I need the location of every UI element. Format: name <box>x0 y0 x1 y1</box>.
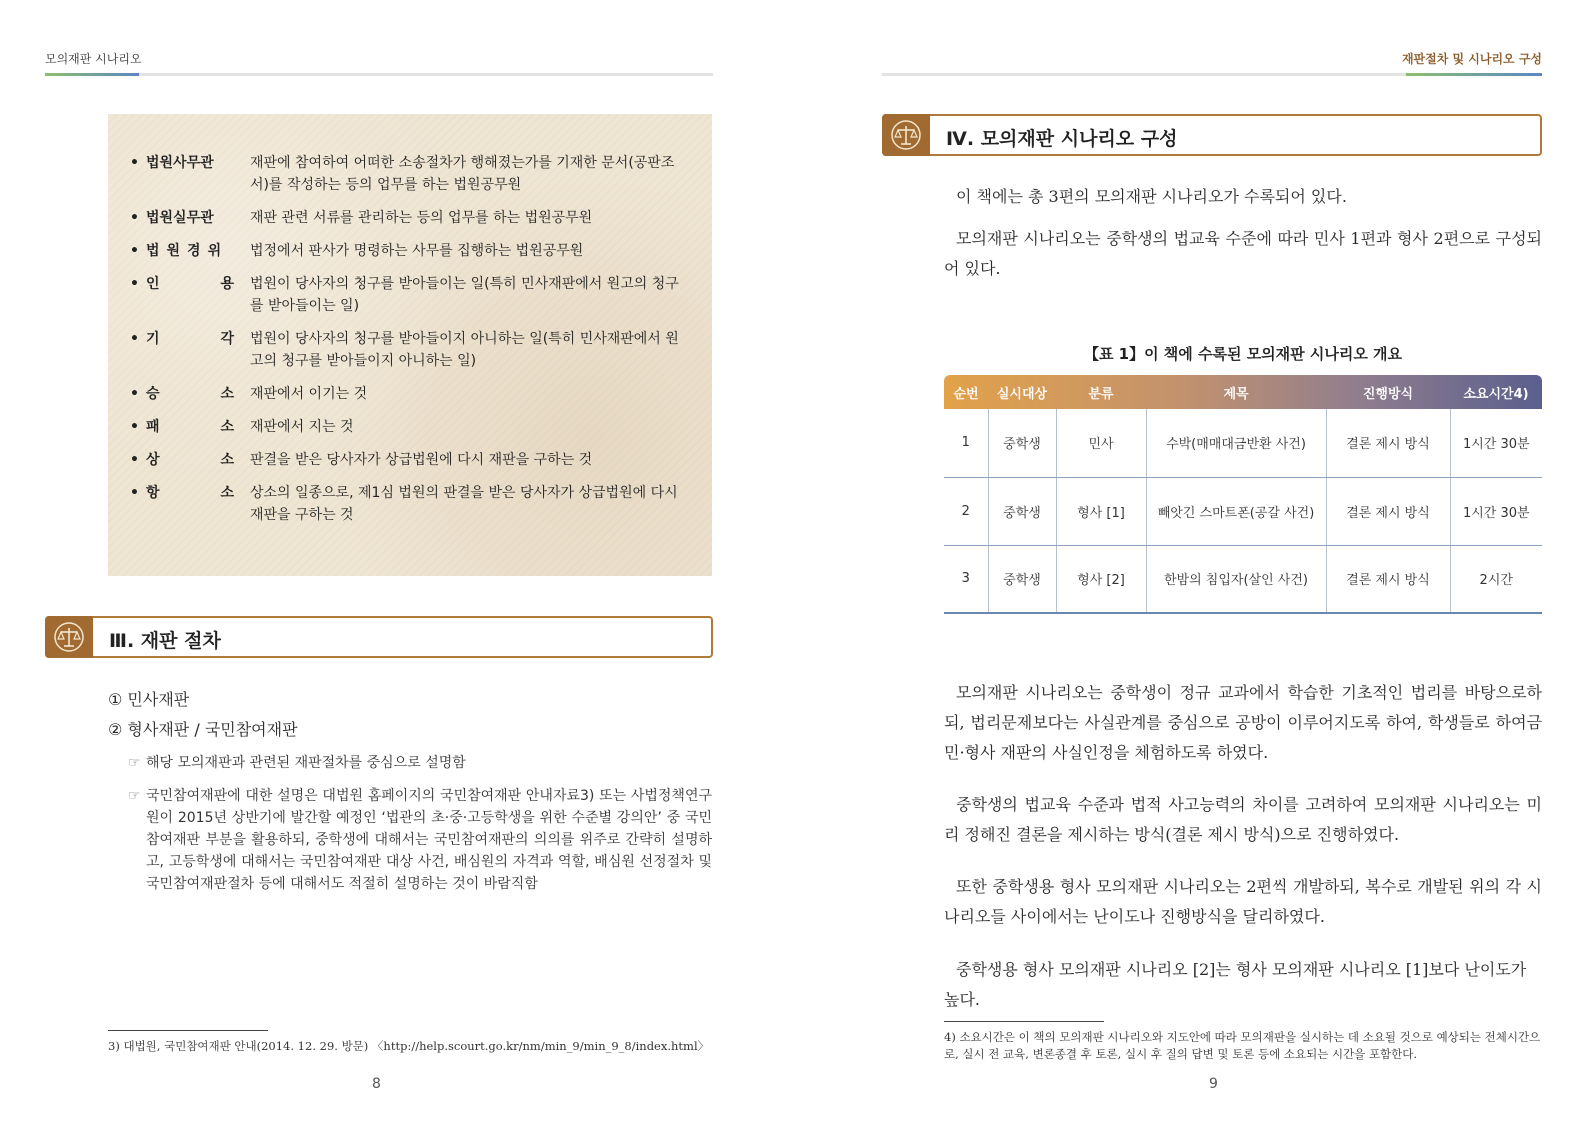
pointing-hand-icon: ☞ <box>128 755 141 771</box>
glossary-def: 재판에서 지는 것 <box>250 419 354 435</box>
page-number: 9 <box>1209 1076 1218 1092</box>
scenario-table <box>944 375 1542 614</box>
table-cell: 결론 제시 방식 <box>1326 409 1450 477</box>
table-cell: 형사 [1] <box>1056 477 1146 545</box>
glossary-def: 법정에서 판사가 명령하는 사무를 집행하는 법원공무원 <box>250 243 584 259</box>
glossary-def: 재판에서 이기는 것 <box>250 386 368 402</box>
table-cell: 중학생 <box>988 545 1056 613</box>
glossary-term: 승 소 <box>146 386 234 402</box>
table-cell: 한밤의 침입자(살인 사건) <box>1146 545 1326 613</box>
table-cell: 형사 [2] <box>1056 545 1146 613</box>
section-title: Ⅳ. 모의재판 시나리오 구성 <box>946 128 1178 150</box>
glossary-def: 법원이 당사자의 청구를 받아들이지 아니하는 일(특히 민사재판에서 원고의 청구를 받아들이지 아니하는 일) <box>250 331 679 369</box>
body-paragraph: 중학생의 법교육 수준과 법적 사고능력의 차이를 고려하여 모의재판 시나리오는 미리 정해진 결론을 제시하는 방식(결론 제시 방식)으로 진행하였다. <box>944 795 1542 844</box>
glossary-def: 법원이 당사자의 청구를 받아들이는 일(특히 민사재판에서 원고의 청구를 받아들이는 일) <box>250 276 679 314</box>
procedure-item: ① 민사재판 <box>108 690 190 709</box>
note: ☞ 국민참여재판에 대한 설명은 대법원 홈페이지의 국민참여재판 안내자료3) 또는 사법정책연구원이 2015년 상반기에 발간할 예정인 ‘법관의 초·중·고등학생을 위한 수준별 강의안’ 중 국민참여재판 부분을 활용하되, 중학생에 대해서는 국민참여재판의 의의를 위주로 간략히 설명하고, 고등학생에 대해서는 국민참여재판 대상 사건, 배심원의 자격과 역할, 배심원 선정절차 및 국민참여재판절차 등에 대해서도 적절히 설명하는 것이 바람직함 <box>128 785 712 895</box>
footnote: 4) 소요시간은 이 책의 모의재판 시나리오와 지도안에 따라 모의재판을 실시하는 데 소요될 것으로 예상되는 전체시간으로, 실시 전 교육, 변론종결 후 토론, 실시 후 질의 답변 및 토론 등에 소요되는 시간을 포함한다. <box>944 1030 1541 1061</box>
page-number: 8 <box>372 1076 381 1092</box>
col-header: 진행방식 <box>1362 386 1414 402</box>
right-running-head: 재판절차 및 시나리오 구성 <box>1401 52 1542 66</box>
intro-paragraph: 이 책에는 총 3편의 모의재판 시나리오가 수록되어 있다. <box>956 187 1347 206</box>
table-cell: 1 <box>944 409 988 477</box>
body-paragraph: 중학생용 형사 모의재판 시나리오 [2]는 형사 모의재판 시나리오 [1]보다 난이도가 높다. <box>944 960 1527 1009</box>
footnote: 3) 대법원, 국민참여재판 안내(2014. 12. 29. 방문) 〈http://help.scourt.go.kr/nm/min_9/min_9_8/index.html〉 <box>108 1039 710 1053</box>
table-cell: 1시간 30분 <box>1450 409 1542 477</box>
table-row <box>944 477 1542 545</box>
glossary-term: 법원실무관 <box>146 210 214 226</box>
table-cell: 결론 제시 방식 <box>1326 477 1450 545</box>
table-cell: 중학생 <box>988 409 1056 477</box>
glossary-term: 법원사무관 <box>146 155 214 171</box>
table-cell: 2시간 <box>1450 545 1542 613</box>
glossary-def: 상소의 일종으로, 제1심 법원의 판결을 받은 당사자가 상급법원에 다시 재판을 구하는 것 <box>250 485 678 523</box>
col-header: 분류 <box>1088 386 1114 402</box>
table-cell: 중학생 <box>988 477 1056 545</box>
section-title: Ⅲ. 재판 절차 <box>109 630 221 652</box>
glossary-def: 재판 관련 서류를 관리하는 등의 업무를 하는 법원공무원 <box>250 210 593 226</box>
col-header: 제목 <box>1223 386 1249 402</box>
right-header-rule <box>882 73 1542 76</box>
left-running-head: 모의재판 시나리오 <box>45 52 142 66</box>
left-header-rule <box>45 73 713 76</box>
glossary-term: 기 각 <box>146 331 234 347</box>
table-row <box>944 545 1542 613</box>
col-header: 실시대상 <box>996 386 1048 402</box>
glossary-term: 법원경위 <box>146 243 229 259</box>
table-header-row <box>944 375 1542 409</box>
table-cell: 민사 <box>1056 409 1146 477</box>
glossary-term: 패 소 <box>146 419 234 435</box>
section-header-4 <box>882 114 1542 156</box>
body-paragraph: 모의재판 시나리오는 중학생이 정규 교과에서 학습한 기초적인 법리를 바탕으로하되, 법리문제보다는 사실관계를 중심으로 공방이 이루어지도록 하여, 학생들로 하여금 민·형사 재판의 사실인정을 체험하도록 하였다. <box>944 683 1542 762</box>
glossary-term: 항 소 <box>146 485 234 501</box>
section-header-3 <box>45 616 713 658</box>
col-header: 순번 <box>953 386 979 402</box>
glossary-def: 판결을 받은 당사자가 상급법원에 다시 재판을 구하는 것 <box>250 452 593 468</box>
footnote-rule <box>108 1030 268 1031</box>
glossary-term: 상 소 <box>146 452 234 468</box>
col-header: 소요시간4) <box>1463 386 1529 402</box>
table-row <box>944 409 1542 477</box>
table-cell: 3 <box>944 545 988 613</box>
glossary-box: • 법원사무관 재판에 참여하여 어떠한 소송절차가 행해졌는가를 기재한 문서(공판조서)를 작성하는 등의 업무를 하는 법원공무원 • 법원실무관 재판 관련 서류를 관리하는 등의 업무를 하는 법원공무원 • 법원경위 법정에서 판사가 명령하는 사무를 집행하는 법원공무원 • 인 용 법원이 당사자의 청구를 받아들이는 일(특히 민사재판에서 원고의 청구를 받아들이는 일) • 기 각 법원이 당사자의 청구를 받아들이지 아니하는 일(특히 민사재판에서 원고의 청구를 받아들이지 아니하는 일) • 승 소 재판에서 이기는 것 • 패 소 재판에서 지는 것 • 상 소 판결을 받은 당사자가 상급법원에 다시 재판을 구하는 것 • 항 소 상소의 일종으로, 제1심 법원의 판결을 받은 당사자가 상급법원에 다시 재판을 구하는 것 <box>108 114 712 576</box>
table-cell: 1시간 30분 <box>1450 477 1542 545</box>
table-cell: 수박(매매대금반환 사건) <box>1146 409 1326 477</box>
table-cell: 2 <box>944 477 988 545</box>
intro-paragraph: 모의재판 시나리오는 중학생의 법교육 수준에 따라 민사 1편과 형사 2편으로 구성되어 있다. <box>944 229 1542 278</box>
glossary-term: 인 용 <box>146 276 234 292</box>
justice-emblem-icon <box>882 114 930 156</box>
table-caption: 【표 1】이 책에 수록된 모의재판 시나리오 개요 <box>1083 345 1403 363</box>
glossary-def: 재판에 참여하여 어떠한 소송절차가 행해졌는가를 기재한 문서(공판조서)를 작성하는 등의 업무를 하는 법원공무원 <box>250 155 675 193</box>
justice-emblem-icon <box>45 616 93 658</box>
footnote-rule <box>944 1021 1104 1022</box>
body-paragraph: 또한 중학생용 형사 모의재판 시나리오는 2편씩 개발하되, 복수로 개발된 위의 각 시나리오들 사이에서는 난이도나 진행방식을 달리하였다. <box>944 877 1542 926</box>
table-cell: 빼앗긴 스마트폰(공갈 사건) <box>1146 477 1326 545</box>
procedure-item: ② 형사재판 / 국민참여재판 <box>108 720 298 739</box>
pointing-hand-icon: ☞ <box>128 788 141 804</box>
table-cell: 결론 제시 방식 <box>1326 545 1450 613</box>
